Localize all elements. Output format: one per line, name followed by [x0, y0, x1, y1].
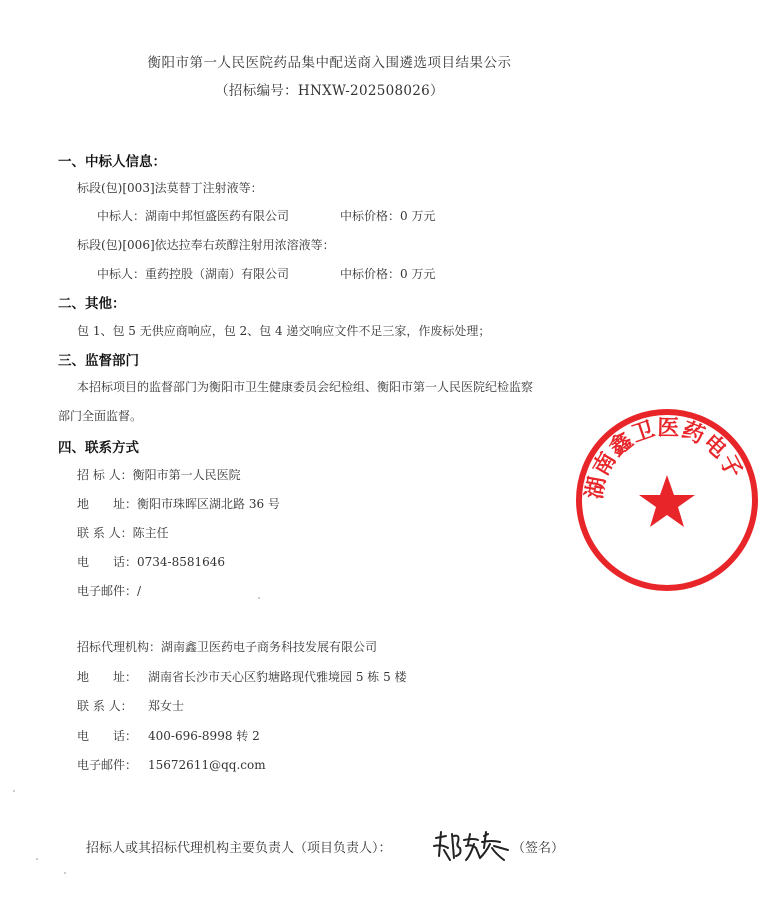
- tenderer-contact-row: [77, 524, 169, 541]
- field-label: 联 系 人：: [77, 526, 133, 540]
- winner-name: 湖南中邦恒盛医药有限公司: [145, 209, 290, 223]
- scan-speck: [258, 597, 260, 599]
- lot-1-winner-row: [97, 207, 289, 224]
- field-value: 衡阳市第一人民医院: [132, 468, 241, 482]
- tenderer-email-row: [77, 582, 141, 599]
- agency-phone-row: [77, 727, 260, 744]
- other-text: 包 1、包 5 无供应商响应，包 2、包 4 递交响应文件不足三家，作废标处理；: [77, 324, 491, 338]
- field-value: 陈主任: [132, 526, 169, 540]
- agency-contact-row: [77, 697, 184, 714]
- other-heading: 二、其他：: [58, 296, 126, 312]
- field-value: /: [137, 584, 142, 598]
- field-label: 招 标 人：: [77, 468, 133, 482]
- scan-speck: [36, 858, 38, 860]
- lot-1-price-row: [340, 207, 435, 224]
- price-value: 0 万元: [400, 267, 436, 281]
- supervision-line-2: 部门全面监督。: [58, 409, 143, 423]
- field-label: 联 系 人：: [77, 699, 133, 713]
- field-label: 地 址：: [77, 497, 138, 511]
- agency-address-row: [77, 668, 407, 685]
- lot-2-price-row: [340, 265, 435, 282]
- bid-number: （招标编号：HNXW-202508026）: [215, 83, 444, 99]
- field-value: 15672611@qq.com: [148, 758, 266, 772]
- seal-text: 湖南鑫卫医药电子: [582, 415, 747, 501]
- winner-name: 重药控股（湖南）有限公司: [145, 267, 290, 281]
- company-seal: [572, 405, 762, 595]
- field-value: 衡阳市珠晖区湖北路 36 号: [137, 497, 280, 511]
- signature-suffix: （签名）: [512, 841, 565, 856]
- signature-label: 招标人或其招标代理机构主要负责人（项目负责人）：: [86, 841, 392, 856]
- winners-heading: 一、中标人信息：: [58, 154, 166, 170]
- lot-1-name: 标段(包)[003]法莫替丁注射液等：: [77, 181, 263, 195]
- field-label: 电 话：: [77, 729, 138, 743]
- handwritten-signature: [430, 826, 514, 866]
- field-label: 电 话：: [77, 555, 138, 569]
- contact-heading: 四、联系方式: [58, 440, 139, 456]
- tenderer-phone-row: [77, 553, 225, 570]
- tenderer-address-row: [77, 495, 280, 512]
- field-value: 湖南省长沙市天心区豹塘路现代雅境园 5 栋 5 楼: [148, 670, 407, 684]
- field-value: 400-696-8998 转 2: [148, 729, 260, 743]
- price-label: 中标价格：: [340, 209, 401, 223]
- field-value: 0734-8581646: [137, 555, 226, 569]
- agency-email-row: [77, 756, 266, 773]
- price-value: 0 万元: [400, 209, 436, 223]
- lot-2-winner-row: [97, 265, 289, 282]
- price-label: 中标价格：: [340, 267, 401, 281]
- field-value: 郑女士: [148, 699, 185, 713]
- winner-label: 中标人：: [97, 267, 146, 281]
- seal-star-icon: [639, 475, 695, 527]
- scan-speck: [64, 872, 66, 874]
- supervision-line-1: 本招标项目的监督部门为衡阳市卫生健康委员会纪检组、衡阳市第一人民医院纪检监察: [77, 380, 534, 394]
- field-value: 湖南鑫卫医药电子商务科技发展有限公司: [161, 640, 378, 654]
- winner-label: 中标人：: [97, 209, 146, 223]
- lot-2-name: 标段(包)[006]依达拉奉右莰醇注射用浓溶液等：: [77, 238, 335, 252]
- supervision-heading: 三、监督部门: [58, 353, 139, 369]
- tenderer-name-row: [77, 466, 241, 483]
- field-label: 电子邮件：: [77, 758, 138, 772]
- field-label: 招标代理机构：: [77, 640, 162, 654]
- document-title: 衡阳市第一人民医院药品集中配送商入围遴选项目结果公示: [147, 55, 512, 71]
- field-label: 电子邮件：: [77, 584, 138, 598]
- scan-speck: [13, 790, 15, 792]
- agency-name-row: [77, 638, 377, 655]
- field-label: 地 址：: [77, 670, 138, 684]
